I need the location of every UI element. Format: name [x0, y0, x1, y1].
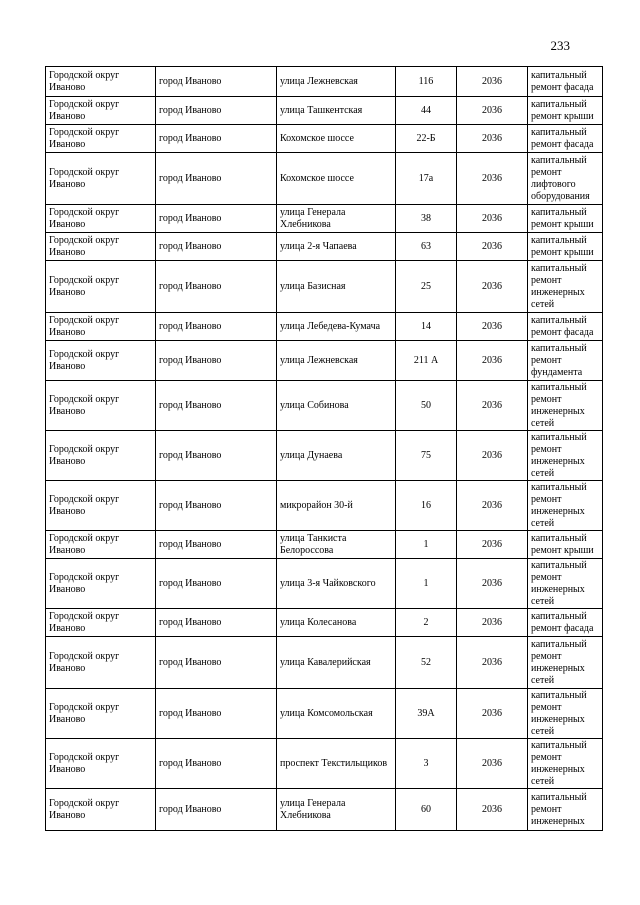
- table-row: [46, 205, 603, 233]
- city-cell: город Иваново: [156, 153, 277, 205]
- street-cell: улица Базисная: [277, 261, 396, 313]
- city-cell: город Иваново: [156, 431, 277, 481]
- work-type-cell: капитальный ремонт инженерных сетей: [528, 431, 603, 481]
- work-type-cell: капитальный ремонт инженерных сетей: [528, 637, 603, 689]
- work-type-cell: капитальный ремонт крыши: [528, 97, 603, 125]
- year-cell: 2036: [457, 125, 528, 153]
- district-cell: Городской округ Иваново: [46, 261, 156, 313]
- street-cell: улица Собинова: [277, 381, 396, 431]
- city-cell: город Иваново: [156, 233, 277, 261]
- city-cell: город Иваново: [156, 125, 277, 153]
- year-cell: 2036: [457, 637, 528, 689]
- year-cell: 2036: [457, 341, 528, 381]
- repair-schedule-table: [45, 66, 603, 831]
- street-cell: микрорайон 30-й: [277, 481, 396, 531]
- year-cell: 2036: [457, 739, 528, 789]
- work-type-cell: капитальный ремонт крыши: [528, 205, 603, 233]
- table-row: [46, 153, 603, 205]
- city-cell: город Иваново: [156, 261, 277, 313]
- house-cell: 17а: [396, 153, 457, 205]
- year-cell: 2036: [457, 789, 528, 831]
- district-cell: Городской округ Иваново: [46, 125, 156, 153]
- district-cell: Городской округ Иваново: [46, 431, 156, 481]
- year-cell: 2036: [457, 431, 528, 481]
- city-cell: город Иваново: [156, 313, 277, 341]
- house-cell: 38: [396, 205, 457, 233]
- table-row: [46, 689, 603, 739]
- house-cell: 22-Б: [396, 125, 457, 153]
- city-cell: город Иваново: [156, 205, 277, 233]
- house-cell: 116: [396, 67, 457, 97]
- street-cell: улица Комсомольская: [277, 689, 396, 739]
- year-cell: 2036: [457, 313, 528, 341]
- district-cell: Городской округ Иваново: [46, 481, 156, 531]
- city-cell: город Иваново: [156, 67, 277, 97]
- table-row: [46, 313, 603, 341]
- house-cell: 3: [396, 739, 457, 789]
- year-cell: 2036: [457, 481, 528, 531]
- year-cell: 2036: [457, 381, 528, 431]
- city-cell: город Иваново: [156, 381, 277, 431]
- street-cell: Кохомское шоссе: [277, 125, 396, 153]
- work-type-cell: капитальный ремонт инженерных сетей: [528, 381, 603, 431]
- table-row: [46, 97, 603, 125]
- city-cell: город Иваново: [156, 609, 277, 637]
- year-cell: 2036: [457, 531, 528, 559]
- year-cell: 2036: [457, 67, 528, 97]
- street-cell: улица Колесанова: [277, 609, 396, 637]
- house-cell: 63: [396, 233, 457, 261]
- work-type-cell: капитальный ремонт инженерных сетей: [528, 689, 603, 739]
- district-cell: Городской округ Иваново: [46, 637, 156, 689]
- city-cell: город Иваново: [156, 789, 277, 831]
- table-row: [46, 481, 603, 531]
- street-cell: улица Танкиста Белороссова: [277, 531, 396, 559]
- work-type-cell: капитальный ремонт лифтового оборудования: [528, 153, 603, 205]
- district-cell: Городской округ Иваново: [46, 233, 156, 261]
- work-type-cell: капитальный ремонт фундамента: [528, 341, 603, 381]
- house-cell: 50: [396, 381, 457, 431]
- table-row: [46, 789, 603, 831]
- house-cell: 60: [396, 789, 457, 831]
- house-cell: 211 А: [396, 341, 457, 381]
- street-cell: улица Ташкентская: [277, 97, 396, 125]
- street-cell: улица 2-я Чапаева: [277, 233, 396, 261]
- table-row: [46, 125, 603, 153]
- table-row: [46, 261, 603, 313]
- city-cell: город Иваново: [156, 689, 277, 739]
- district-cell: Городской округ Иваново: [46, 789, 156, 831]
- street-cell: улица Дунаева: [277, 431, 396, 481]
- table-row: [46, 531, 603, 559]
- table-row: [46, 341, 603, 381]
- work-type-cell: капитальный ремонт инженерных сетей: [528, 261, 603, 313]
- city-cell: город Иваново: [156, 481, 277, 531]
- street-cell: улица Лебедева-Кумача: [277, 313, 396, 341]
- table-row: [46, 739, 603, 789]
- house-cell: 75: [396, 431, 457, 481]
- table-row: [46, 609, 603, 637]
- year-cell: 2036: [457, 559, 528, 609]
- work-type-cell: капитальный ремонт инженерных сетей: [528, 481, 603, 531]
- district-cell: Городской округ Иваново: [46, 689, 156, 739]
- year-cell: 2036: [457, 153, 528, 205]
- year-cell: 2036: [457, 689, 528, 739]
- city-cell: город Иваново: [156, 637, 277, 689]
- district-cell: Городской округ Иваново: [46, 739, 156, 789]
- table-row: [46, 381, 603, 431]
- district-cell: Городской округ Иваново: [46, 313, 156, 341]
- house-cell: 52: [396, 637, 457, 689]
- work-type-cell: капитальный ремонт фасада: [528, 67, 603, 97]
- work-type-cell: капитальный ремонт инженерных сетей: [528, 739, 603, 789]
- street-cell: проспект Текстильщиков: [277, 739, 396, 789]
- year-cell: 2036: [457, 205, 528, 233]
- house-cell: 16: [396, 481, 457, 531]
- district-cell: Городской округ Иваново: [46, 531, 156, 559]
- table-row: [46, 431, 603, 481]
- district-cell: Городской округ Иваново: [46, 67, 156, 97]
- street-cell: улица Лежневская: [277, 341, 396, 381]
- house-cell: 39А: [396, 689, 457, 739]
- page-number: 233: [550, 38, 570, 53]
- city-cell: город Иваново: [156, 97, 277, 125]
- city-cell: город Иваново: [156, 341, 277, 381]
- district-cell: Городской округ Иваново: [46, 205, 156, 233]
- house-cell: 1: [396, 531, 457, 559]
- work-type-cell: капитальный ремонт инженерных сетей: [528, 559, 603, 609]
- district-cell: Городской округ Иваново: [46, 153, 156, 205]
- work-type-cell: капитальный ремонт фасада: [528, 125, 603, 153]
- year-cell: 2036: [457, 233, 528, 261]
- year-cell: 2036: [457, 97, 528, 125]
- district-cell: Городской округ Иваново: [46, 559, 156, 609]
- street-cell: улица Лежневская: [277, 67, 396, 97]
- house-cell: 44: [396, 97, 457, 125]
- year-cell: 2036: [457, 609, 528, 637]
- street-cell: Кохомское шоссе: [277, 153, 396, 205]
- house-cell: 14: [396, 313, 457, 341]
- work-type-cell: капитальный ремонт инженерных: [528, 789, 603, 831]
- table-row: [46, 67, 603, 97]
- work-type-cell: капитальный ремонт фасада: [528, 313, 603, 341]
- street-cell: улица Генерала Хлебникова: [277, 789, 396, 831]
- house-cell: 2: [396, 609, 457, 637]
- city-cell: город Иваново: [156, 739, 277, 789]
- table-row: [46, 637, 603, 689]
- street-cell: улица Кавалерийская: [277, 637, 396, 689]
- city-cell: город Иваново: [156, 531, 277, 559]
- year-cell: 2036: [457, 261, 528, 313]
- table-row: [46, 559, 603, 609]
- work-type-cell: капитальный ремонт крыши: [528, 233, 603, 261]
- house-cell: 25: [396, 261, 457, 313]
- street-cell: улица Генерала Хлебникова: [277, 205, 396, 233]
- work-type-cell: капитальный ремонт фасада: [528, 609, 603, 637]
- city-cell: город Иваново: [156, 559, 277, 609]
- work-type-cell: капитальный ремонт крыши: [528, 531, 603, 559]
- district-cell: Городской округ Иваново: [46, 341, 156, 381]
- house-cell: 1: [396, 559, 457, 609]
- table-row: [46, 233, 603, 261]
- district-cell: Городской округ Иваново: [46, 609, 156, 637]
- district-cell: Городской округ Иваново: [46, 381, 156, 431]
- street-cell: улица 3-я Чайковского: [277, 559, 396, 609]
- district-cell: Городской округ Иваново: [46, 97, 156, 125]
